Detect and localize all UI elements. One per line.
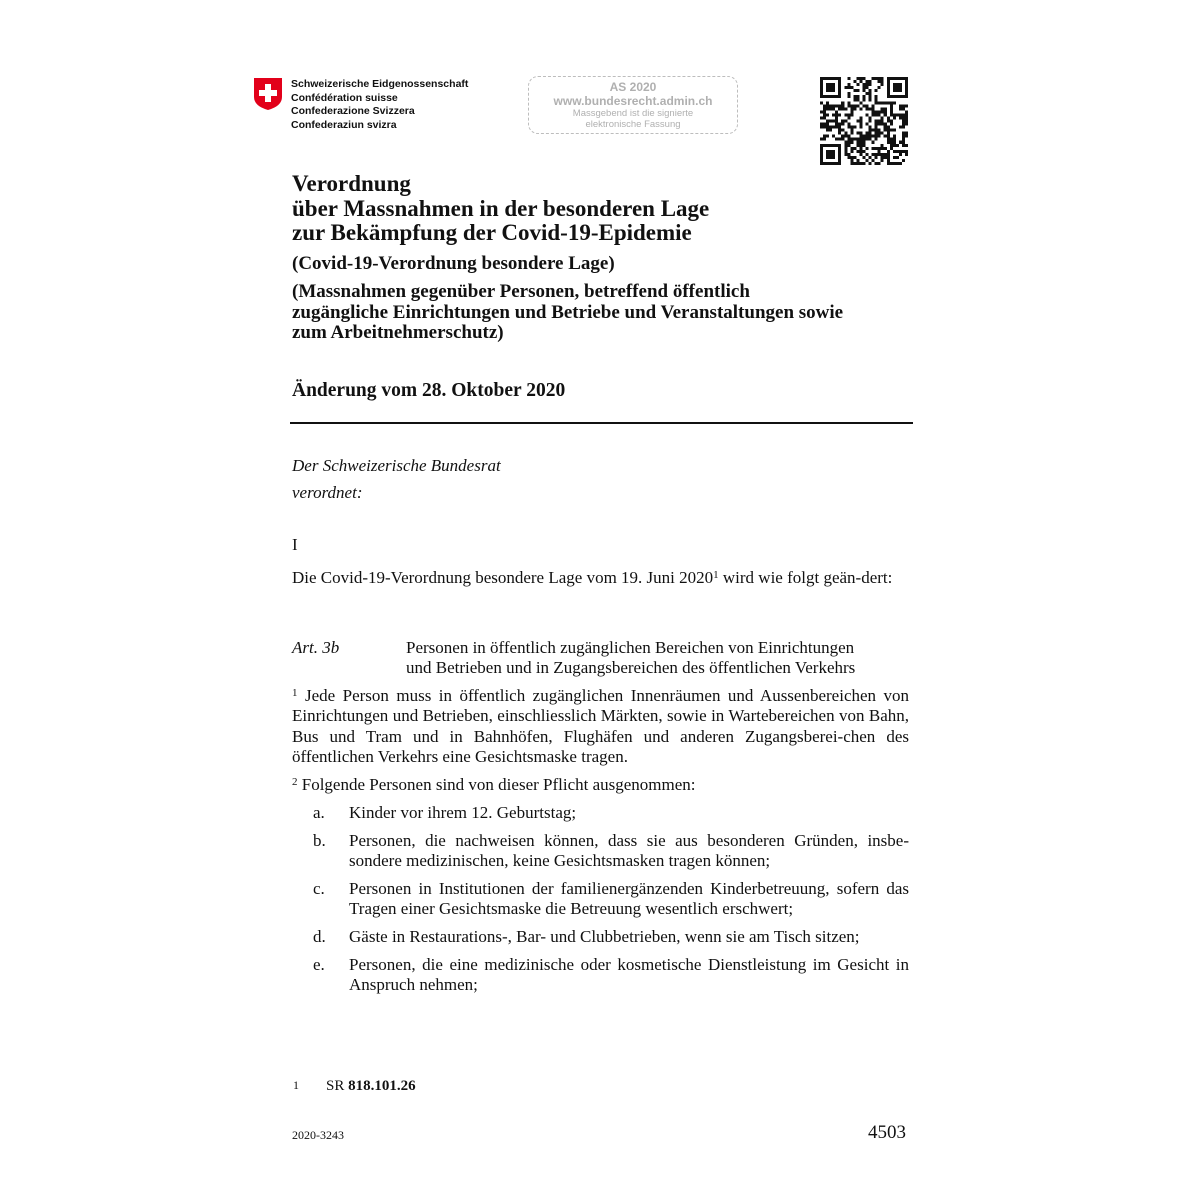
enacting-verb: verordnet: bbox=[292, 483, 363, 502]
subtitle-line-2: zugängliche Einrichtungen und Betriebe und Veranstaltungen sowie bbox=[292, 301, 844, 323]
subtitle-line-3: zum Arbeitnehmerschutz) bbox=[292, 322, 504, 343]
document-title bbox=[292, 172, 709, 246]
footnote-prefix: SR bbox=[326, 1078, 349, 1094]
confederation-name-it: Confederazione Svizzera bbox=[291, 105, 415, 118]
confederation-names bbox=[291, 78, 468, 132]
enacting-authority: Der Schweizerische Bundesrat bbox=[292, 456, 501, 475]
article-number: Art. 3b bbox=[292, 638, 340, 657]
stamp-line-3: Massgebend ist die signierte bbox=[572, 108, 694, 119]
title-line-3: zur Bekämpfung der Covid-19-Epidemie bbox=[292, 220, 692, 245]
article-paragraph-2 bbox=[292, 775, 909, 795]
short-title: (Covid-19-Verordnung besondere Lage) bbox=[292, 253, 615, 274]
list-item-letter: a. bbox=[313, 803, 325, 822]
change-clause-text: Die Covid-19-Verordnung besondere Lage vom 19. Juni 2020 bbox=[292, 568, 714, 587]
article-title bbox=[406, 638, 916, 679]
swiss-cross-icon bbox=[253, 77, 283, 111]
confederation-name-rm: Confederaziun svizra bbox=[291, 118, 397, 131]
paragraph-number: 2 bbox=[292, 776, 298, 788]
paragraph-text: Jede Person muss in öffentlich zugänglichen Innenräumen und Aussenbereichen von Einrichtungen und Betrieben, einschliesslich Märkten, sowie in Wartebereichen von Bahn, Bus und Tram und in Bahnhöfen, Flughäfen und anderen Zugangsberei-chen des öffentlichen Verkehrs eine Gesichtsmaske tragen. bbox=[292, 686, 909, 766]
title-line-1: Verordnung bbox=[292, 171, 411, 196]
article-paragraph-1 bbox=[292, 686, 909, 767]
list-item: Gäste in Restaurations-, Bar- und Clubbetrieben, wenn sie am Tisch sitzen; bbox=[349, 927, 860, 946]
list-item: Personen, die eine medizinische oder kosmetische Dienstleistung im Gesicht in Anspruch nehmen; bbox=[349, 955, 909, 995]
list-item: Kinder vor ihrem 12. Geburtstag; bbox=[349, 803, 577, 822]
qr-code-icon[interactable] bbox=[820, 77, 908, 165]
enacting-formula bbox=[292, 452, 501, 506]
stamp-line-1: AS 2020 bbox=[609, 80, 657, 94]
confederation-name-fr: Confédération suisse bbox=[291, 91, 398, 104]
confederation-name-de: Schweizerische Eidgenossenschaft bbox=[291, 78, 469, 90]
footnote-number: 1 bbox=[293, 1078, 299, 1092]
footnote-sr-number[interactable]: 818.101.26 bbox=[348, 1078, 416, 1094]
list-item-letter: d. bbox=[313, 927, 326, 946]
title-line-2: über Massnahmen in der besonderen Lage bbox=[292, 195, 710, 221]
article-title-line-1: Personen in öffentlich zugänglichen Bereichen von Einrichtungen bbox=[406, 638, 855, 657]
paragraph-text: Folgende Personen sind von dieser Pflicht ausgenommen: bbox=[297, 775, 696, 794]
list-item-letter: c. bbox=[313, 879, 325, 898]
official-compilation-stamp bbox=[528, 76, 738, 134]
stamp-line-4: elektronische Fassung bbox=[585, 119, 681, 130]
title-divider bbox=[290, 422, 913, 424]
paragraph-number: 1 bbox=[292, 687, 298, 699]
subtitle bbox=[292, 282, 843, 344]
subtitle-line-1: (Massnahmen gegenüber Personen, betreffend öffentlich bbox=[292, 281, 750, 302]
list-item: Personen in Institutionen der familienergänzenden Kinderbetreuung, sofern das Tragen einer Gesichtsmaske die Betreuung wesentlich erschwert; bbox=[349, 879, 909, 919]
list-item-letter: b. bbox=[313, 831, 326, 850]
footnote-reference[interactable]: 1 bbox=[713, 569, 719, 581]
section-number: I bbox=[292, 535, 298, 554]
stamp-line-2: www.bundesrecht.admin.ch bbox=[553, 94, 713, 108]
page-number: 4503 bbox=[868, 1122, 906, 1143]
amendment-date: Änderung vom 28. Oktober 2020 bbox=[292, 380, 566, 401]
document-number: 2020-3243 bbox=[292, 1128, 344, 1142]
change-clause-text-end: wird wie folgt geän-dert: bbox=[718, 568, 893, 587]
list-item-letter: e. bbox=[313, 955, 325, 974]
footnote-text bbox=[326, 1078, 416, 1095]
article-title-line-2: und Betrieben und in Zugangsbereichen des öffentlichen Verkehrs bbox=[406, 658, 856, 678]
list-item: Personen, die nachweisen können, dass sie aus besonderen Gründen, insbe-sondere medizinischen, keine Gesichtsmasken tragen können; bbox=[349, 831, 909, 871]
change-clause bbox=[292, 568, 909, 588]
